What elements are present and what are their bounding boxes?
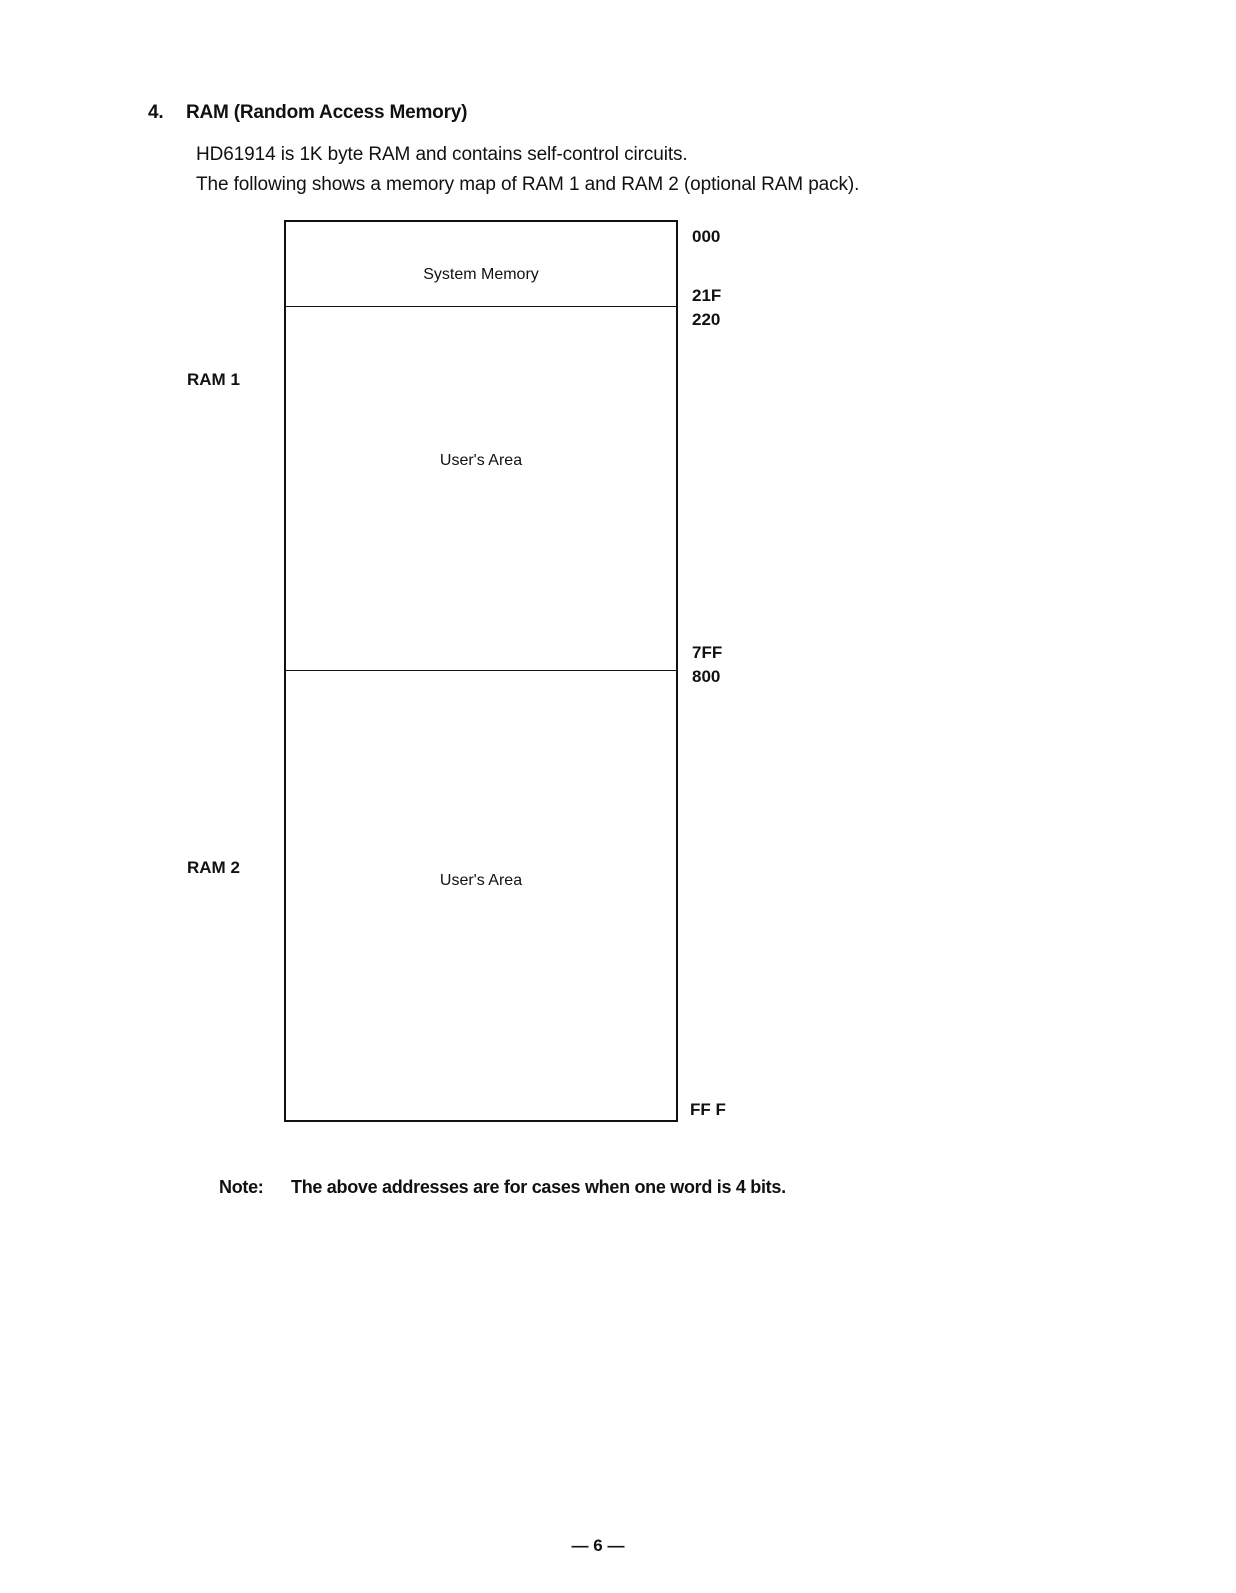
note-text: The above addresses are for cases when one word is 4 bits. — [291, 1177, 786, 1197]
section-heading — [148, 102, 467, 124]
memory-map-diagram — [284, 220, 678, 1122]
ram2-label: RAM 2 — [187, 858, 240, 877]
address-7ff: 7FF — [692, 643, 723, 662]
ram1-users-area-label: User's Area — [439, 452, 523, 469]
note-label: Note: — [219, 1177, 264, 1197]
ram-boundary-divider — [286, 670, 676, 671]
address-220: 220 — [692, 310, 721, 329]
intro-paragraph: HD61914 is 1K byte RAM and contains self-control circuits. — [196, 144, 688, 165]
memory-map-description: The following shows a memory map of RAM 1 and RAM 2 (optional RAM pack). — [196, 174, 860, 195]
address-800: 800 — [692, 667, 721, 686]
section-title: RAM (Random Access Memory) — [186, 102, 468, 123]
address-21f: 21F — [692, 286, 722, 305]
system-memory-divider — [286, 306, 676, 307]
ram1-label: RAM 1 — [187, 370, 240, 389]
note — [219, 1177, 786, 1198]
address-fff: FF F — [690, 1100, 726, 1119]
section-number: 4. — [148, 102, 164, 123]
page-number: — 6 — — [571, 1536, 625, 1555]
ram2-users-area-label: User's Area — [439, 872, 523, 889]
system-memory-label: System Memory — [423, 266, 539, 283]
address-000: 000 — [692, 227, 721, 246]
